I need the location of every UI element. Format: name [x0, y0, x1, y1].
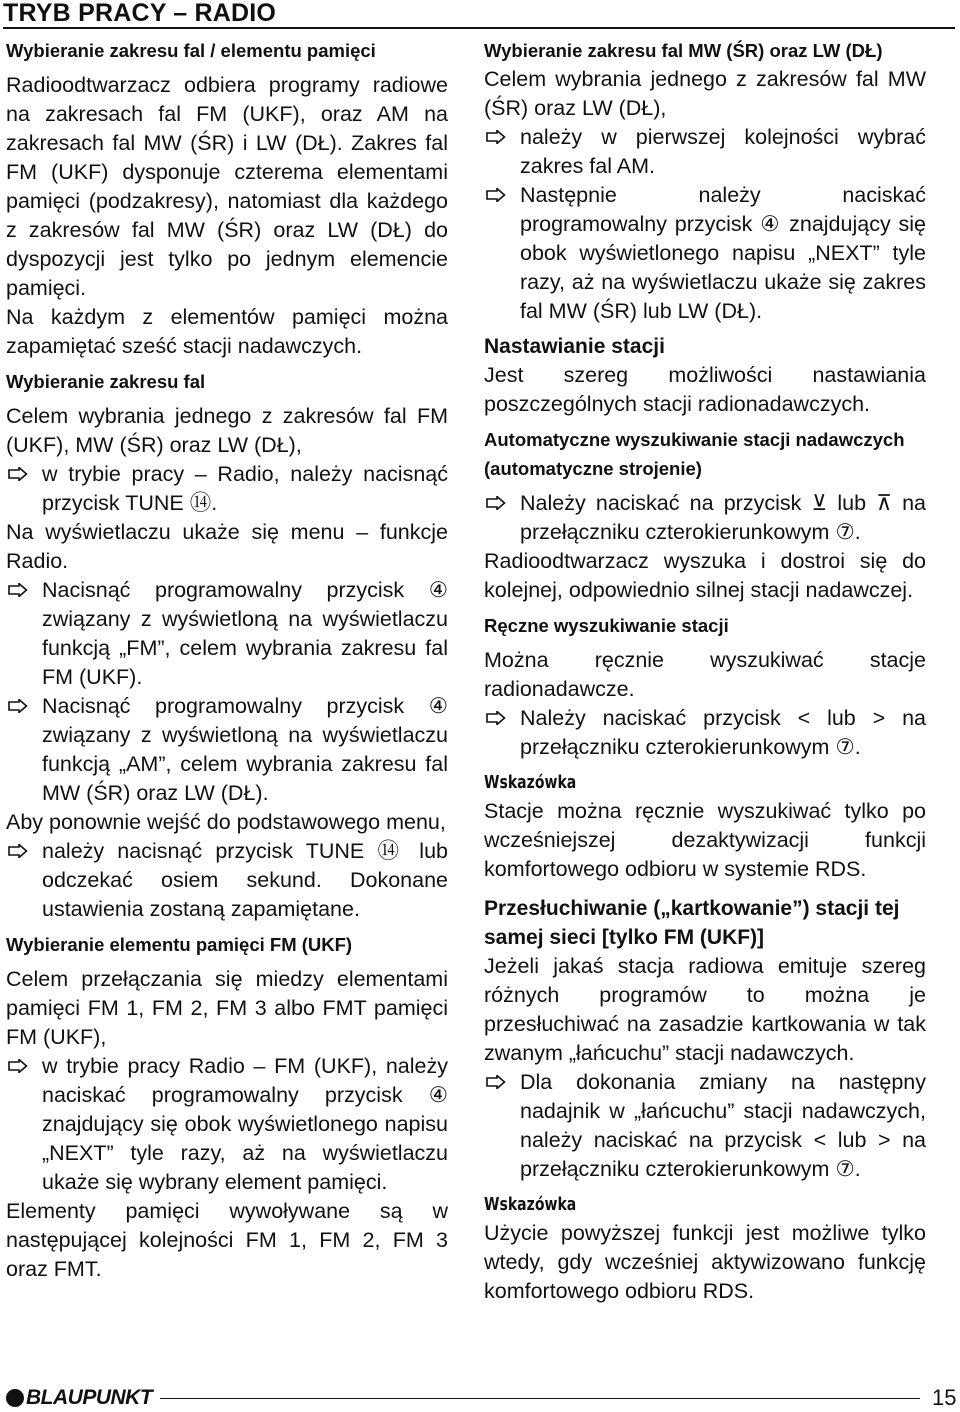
- paragraph: Użycie powyższej funkcji jest możliwe tylko wtedy, gdy wcześniej aktywizowano funkcję komfortowego odbioru RDS.: [484, 1221, 926, 1303]
- instruction-step: [6, 692, 448, 808]
- instruction-step: [6, 576, 448, 692]
- paragraph: Celem wybrania jednego z zakresów fal MW (ŚR) oraz LW (DŁ),: [484, 67, 926, 120]
- step-text: w trybie pracy – Radio, należy nacisnąć przycisk TUNE ⑭.: [42, 462, 448, 515]
- instruction-step: [6, 460, 448, 518]
- arrow-right-icon: [8, 583, 28, 597]
- step-text: należy w pierwszej kolejności wybrać zakres fal AM.: [520, 125, 926, 178]
- paragraph: Stacje można ręcznie wyszukiwać tylko po wcześniejszej dezaktywizacji funkcji komfortowego odbioru w systemie RDS.: [484, 799, 926, 881]
- step-text: Dla dokonania zmiany na następny nadajnik w „łańcuchu” stacji nadawczych, należy naciskać na przycisk < lub > na przełączniku czterokierunkowym ⑦.: [520, 1070, 926, 1181]
- brand-logo: [6, 1386, 152, 1410]
- arrow-right-icon: [486, 130, 506, 144]
- instruction-step: [484, 181, 926, 326]
- footer-rule: [160, 1398, 920, 1399]
- arrow-right-icon: [486, 496, 506, 510]
- paragraph: Celem wybrania jednego z zakresów fal FM (UKF), MW (ŚR) oraz LW (DŁ),: [6, 404, 448, 457]
- step-text: Nacisnąć programowalny przycisk ④ związany z wyświetloną na wyświetlaczu funkcją „FM”, celem wybrania zakresu fal FM (UKF).: [42, 578, 448, 689]
- section-heading: Wybieranie zakresu fal MW (ŚR) oraz LW (DŁ): [484, 40, 883, 61]
- arrow-right-icon: [8, 1059, 28, 1073]
- section-heading: Nastawianie stacji: [484, 335, 665, 358]
- page-number: 15: [932, 1385, 957, 1410]
- arrow-right-icon: [8, 467, 28, 481]
- instruction-step: [484, 123, 926, 181]
- step-text: Należy naciskać na przycisk ⊻ lub ⊼ na przełączniku czterokierunkowym ⑦.: [520, 491, 926, 544]
- paragraph: Jeżeli jakaś stacja radiowa emituje szereg różnych programów to można je przesłuchiwać na zasadzie kartkowania w tak zwanym „łańcuchu” stacji nadawczych.: [484, 954, 926, 1065]
- hint-heading: Wskazówka: [484, 1194, 577, 1215]
- section-heading: Ręczne wyszukiwanie stacji: [484, 615, 729, 636]
- left-column: [6, 36, 448, 1284]
- instruction-step: [484, 489, 926, 547]
- hint-heading: Wskazówka: [484, 772, 577, 793]
- paragraph: Aby ponownie wejść do podstawowego menu,: [6, 810, 446, 834]
- section-heading: Wybieranie zakresu fal / elementu pamięci: [6, 40, 376, 61]
- instruction-step: [6, 837, 448, 924]
- step-text: w trybie pracy Radio – FM (UKF), należy naciskać programowalny przycisk ④ znajdujący się obok wyświetlonego napisu „NEXT” tyle razy, aż na wyświetlaczu ukaże się wybrany element pamięci.: [42, 1054, 448, 1194]
- arrow-right-icon: [8, 844, 28, 858]
- step-text: należy nacisnąć przycisk TUNE ⑭ lub odczekać osiem sekund. Dokonane ustawienia zostaną zapamiętane.: [42, 839, 448, 921]
- section-heading: Wybieranie zakresu fal: [6, 371, 206, 392]
- arrow-right-icon: [8, 699, 28, 713]
- section-heading: Automatyczne wyszukiwanie stacji nadawczych (automatyczne strojenie): [484, 429, 905, 479]
- paragraph: Można ręcznie wyszukiwać stacje radionadawcze.: [484, 648, 926, 701]
- step-text: Należy naciskać przycisk < lub > na przełączniku czterokierunkowym ⑦.: [520, 706, 926, 759]
- right-column: [484, 36, 926, 1306]
- logo-dot-icon: [6, 1389, 24, 1407]
- brand-name: BLAUPUNKT: [26, 1386, 153, 1409]
- paragraph: Radioodtwarzacz wyszuka i dostroi się do kolejnej, odpowiednio silnej stacji nadawczej.: [484, 549, 926, 602]
- instruction-step: [484, 704, 926, 762]
- instruction-step: [6, 1052, 448, 1197]
- page-title: TRYB PRACY – RADIO: [3, 0, 277, 27]
- step-text: Następnie należy naciskać programowalny przycisk ④ znajdujący się obok wyświetlonego napisu „NEXT” tyle razy, aż na wyświetlaczu ukaże się zakres fal MW (ŚR) lub LW (DŁ).: [520, 183, 926, 323]
- paragraph: Celem przełączania się miedzy elementami pamięci FM 1, FM 2, FM 3 albo FMT pamięci FM (UKF),: [6, 967, 448, 1049]
- paragraph: Elementy pamięci wywoływane są w następującej kolejności FM 1, FM 2, FM 3 oraz FMT.: [6, 1199, 448, 1281]
- instruction-step: [484, 1068, 926, 1184]
- arrow-right-icon: [486, 1075, 506, 1089]
- section-heading: Przesłuchiwanie („kartkowanie”) stacji tej samej sieci [tylko FM (UKF)]: [484, 897, 900, 949]
- paragraph: Jest szereg możliwości nastawiania poszczególnych stacji radionadawczych.: [484, 363, 926, 416]
- header-rule: [3, 27, 955, 29]
- paragraph: Na wyświetlaczu ukaże się menu – funkcje Radio.: [6, 520, 448, 573]
- paragraph: Na każdym z elementów pamięci można zapamiętać sześć stacji nadawczych.: [6, 305, 448, 358]
- step-text: Nacisnąć programowalny przycisk ④ związany z wyświetloną na wyświetlaczu funkcją „AM”, celem wybrania zakresu fal MW (ŚR) oraz LW (DŁ).: [42, 694, 448, 805]
- arrow-right-icon: [486, 188, 506, 202]
- arrow-right-icon: [486, 711, 506, 725]
- paragraph: Radioodtwarzacz odbiera programy radiowe na zakresach fal FM (UKF), oraz AM na zakresach fal MW (ŚR) i LW (DŁ). Zakres fal FM (UKF) dysponuje czterema elementami pamięci (podzakresy), natomiast dla każdego z zakresów fal MW (ŚR) oraz LW (DŁ) do dyspozycji jest tylko po jednym elemencie pamięci.: [6, 73, 448, 300]
- section-heading: Wybieranie elementu pamięci FM (UKF): [6, 934, 353, 955]
